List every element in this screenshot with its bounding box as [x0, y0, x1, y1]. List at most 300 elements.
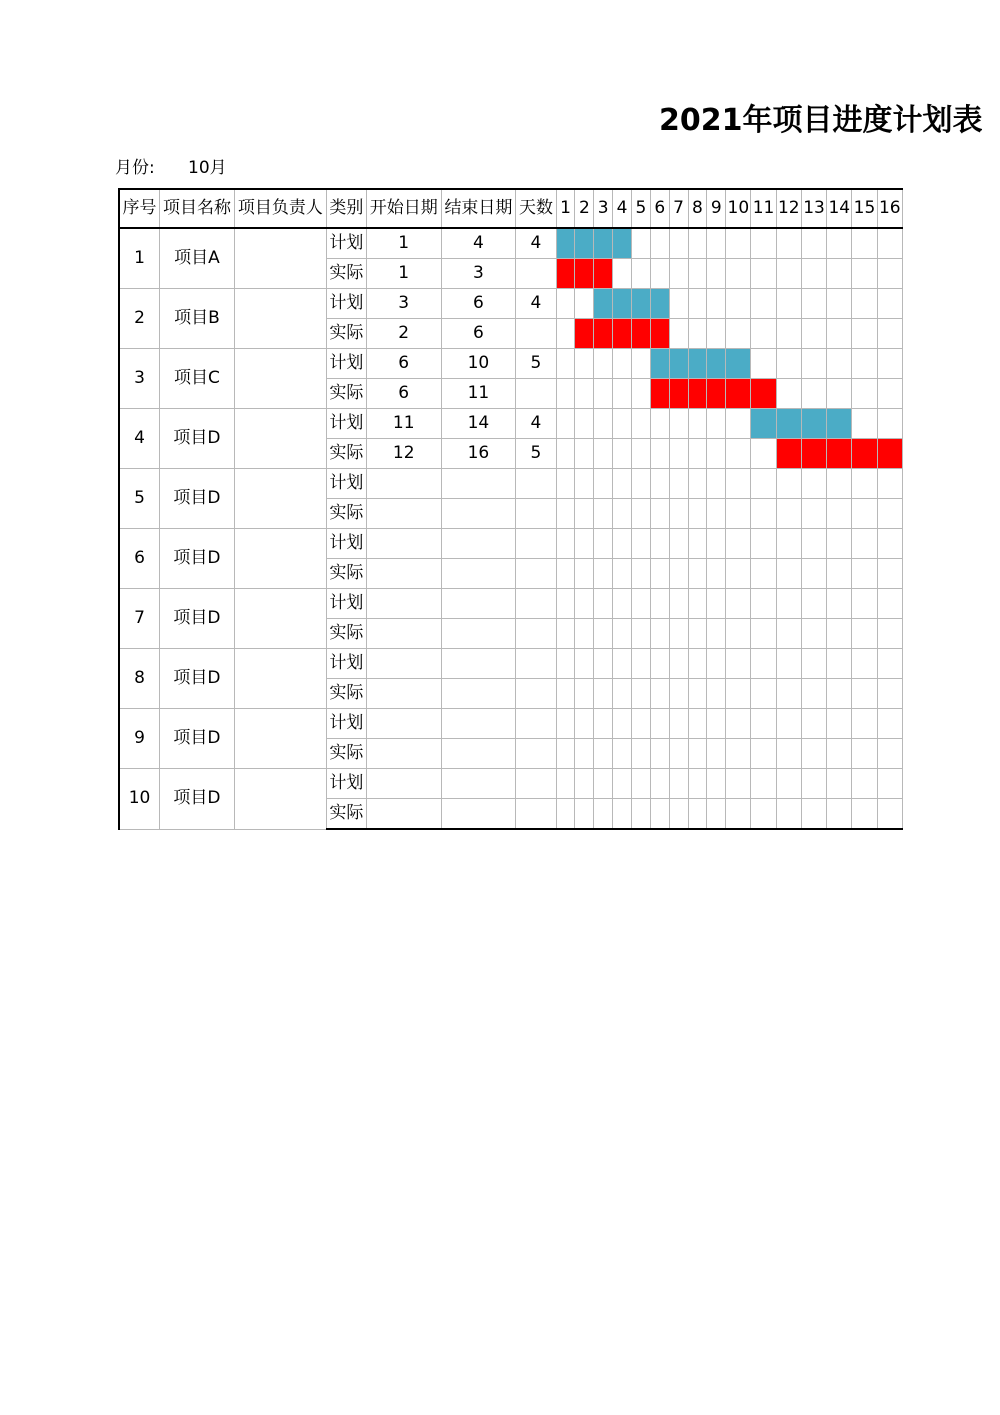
actual-bar-cell	[631, 319, 650, 349]
day-cell	[877, 259, 902, 289]
day-cell	[556, 319, 575, 349]
actual-start-cell: 2	[366, 319, 441, 349]
day-cell	[751, 559, 776, 589]
day-cell	[594, 619, 613, 649]
plan-bar-cell	[594, 228, 613, 259]
actual-days-cell: 5	[516, 439, 556, 469]
day-cell	[852, 619, 877, 649]
actual-end-cell: 11	[441, 379, 516, 409]
project-index: 8	[119, 649, 160, 709]
day-cell	[688, 559, 707, 589]
day-cell	[726, 319, 751, 349]
project-row-plan	[119, 769, 903, 799]
type-cell-actual: 实际	[326, 379, 366, 409]
day-cell	[877, 649, 902, 679]
day-cell	[751, 739, 776, 769]
day-cell	[877, 709, 902, 739]
day-cell	[707, 559, 726, 589]
actual-start-cell: 6	[366, 379, 441, 409]
project-owner	[234, 589, 326, 649]
day-cell	[751, 529, 776, 559]
day-cell	[827, 469, 852, 499]
header-day: 9	[707, 189, 726, 228]
day-cell	[707, 649, 726, 679]
project-owner	[234, 409, 326, 469]
day-cell	[575, 559, 594, 589]
day-cell	[613, 529, 632, 559]
day-cell	[751, 679, 776, 709]
type-cell-actual: 实际	[326, 439, 366, 469]
day-cell	[801, 349, 826, 379]
header-day: 11	[751, 189, 776, 228]
day-cell	[631, 739, 650, 769]
project-owner	[234, 769, 326, 830]
plan-bar-cell	[594, 289, 613, 319]
plan-days-cell	[516, 589, 556, 619]
day-cell	[801, 799, 826, 830]
day-cell	[726, 409, 751, 439]
day-cell	[707, 769, 726, 799]
day-cell	[726, 499, 751, 529]
day-cell	[827, 679, 852, 709]
plan-start-cell	[366, 709, 441, 739]
actual-bar-cell	[556, 259, 575, 289]
day-cell	[613, 739, 632, 769]
header-row	[119, 189, 903, 228]
day-cell	[776, 469, 801, 499]
day-cell	[556, 619, 575, 649]
plan-bar-cell	[613, 228, 632, 259]
actual-days-cell	[516, 679, 556, 709]
actual-days-cell	[516, 319, 556, 349]
day-cell	[575, 619, 594, 649]
header-index: 序号	[119, 189, 160, 228]
day-cell	[613, 559, 632, 589]
day-cell	[575, 769, 594, 799]
day-cell	[707, 679, 726, 709]
actual-days-cell	[516, 739, 556, 769]
day-cell	[707, 499, 726, 529]
day-cell	[613, 349, 632, 379]
day-cell	[707, 739, 726, 769]
day-cell	[827, 259, 852, 289]
header-owner: 项目负责人	[234, 189, 326, 228]
type-cell-plan: 计划	[326, 649, 366, 679]
page-title: 2021年项目进度计划表	[659, 103, 983, 138]
day-cell	[776, 228, 801, 259]
project-name: 项目A	[160, 228, 235, 289]
actual-end-cell: 16	[441, 439, 516, 469]
day-cell	[613, 589, 632, 619]
header-day: 8	[688, 189, 707, 228]
project-index: 5	[119, 469, 160, 529]
day-cell	[751, 439, 776, 469]
day-cell	[688, 289, 707, 319]
day-cell	[751, 619, 776, 649]
actual-start-cell	[366, 739, 441, 769]
day-cell	[594, 769, 613, 799]
day-cell	[650, 649, 669, 679]
day-cell	[852, 499, 877, 529]
day-cell	[613, 769, 632, 799]
actual-bar-cell	[801, 439, 826, 469]
day-cell	[575, 739, 594, 769]
header-day: 12	[776, 189, 801, 228]
type-cell-actual: 实际	[326, 739, 366, 769]
plan-start-cell	[366, 469, 441, 499]
day-cell	[827, 349, 852, 379]
day-cell	[556, 409, 575, 439]
day-cell	[631, 769, 650, 799]
actual-bar-cell	[650, 379, 669, 409]
gantt-body	[119, 228, 903, 829]
day-cell	[631, 679, 650, 709]
plan-bar-cell	[707, 349, 726, 379]
actual-bar-cell	[613, 319, 632, 349]
day-cell	[877, 559, 902, 589]
day-cell	[827, 228, 852, 259]
day-cell	[776, 349, 801, 379]
header-day: 15	[852, 189, 877, 228]
day-cell	[751, 469, 776, 499]
actual-bar-cell	[594, 259, 613, 289]
plan-end-cell	[441, 769, 516, 799]
project-owner	[234, 469, 326, 529]
plan-bar-cell	[556, 228, 575, 259]
day-cell	[877, 289, 902, 319]
day-cell	[726, 439, 751, 469]
day-cell	[827, 529, 852, 559]
day-cell	[751, 799, 776, 830]
plan-end-cell	[441, 649, 516, 679]
project-index: 7	[119, 589, 160, 649]
day-cell	[751, 769, 776, 799]
actual-bar-cell	[575, 259, 594, 289]
day-cell	[613, 679, 632, 709]
plan-bar-cell	[650, 349, 669, 379]
day-cell	[631, 529, 650, 559]
day-cell	[575, 709, 594, 739]
header-name: 项目名称	[160, 189, 235, 228]
day-cell	[852, 409, 877, 439]
plan-end-cell	[441, 589, 516, 619]
project-owner	[234, 529, 326, 589]
project-name: 项目D	[160, 649, 235, 709]
header-type: 类别	[326, 189, 366, 228]
plan-bar-cell	[613, 289, 632, 319]
day-cell	[877, 228, 902, 259]
gantt-grid-viewport	[118, 188, 903, 824]
day-cell	[669, 679, 688, 709]
day-cell	[650, 769, 669, 799]
plan-bar-cell	[801, 409, 826, 439]
day-cell	[827, 619, 852, 649]
header-day: 3	[594, 189, 613, 228]
day-cell	[594, 529, 613, 559]
month-value: 10月	[188, 158, 227, 178]
day-cell	[650, 619, 669, 649]
day-cell	[877, 319, 902, 349]
day-cell	[776, 379, 801, 409]
day-cell	[776, 799, 801, 830]
day-cell	[827, 319, 852, 349]
day-cell	[631, 709, 650, 739]
day-cell	[751, 349, 776, 379]
plan-days-cell: 4	[516, 289, 556, 319]
project-index: 3	[119, 349, 160, 409]
type-cell-plan: 计划	[326, 529, 366, 559]
day-cell	[575, 469, 594, 499]
project-owner	[234, 349, 326, 409]
day-cell	[688, 499, 707, 529]
day-cell	[688, 259, 707, 289]
header-day: 2	[575, 189, 594, 228]
day-cell	[877, 679, 902, 709]
day-cell	[827, 379, 852, 409]
plan-bar-cell	[688, 349, 707, 379]
day-cell	[726, 469, 751, 499]
day-cell	[613, 499, 632, 529]
day-cell	[594, 499, 613, 529]
day-cell	[827, 589, 852, 619]
day-cell	[707, 259, 726, 289]
plan-start-cell: 3	[366, 289, 441, 319]
day-cell	[801, 769, 826, 799]
day-cell	[613, 259, 632, 289]
day-cell	[801, 739, 826, 769]
day-cell	[669, 259, 688, 289]
plan-bar-cell	[776, 409, 801, 439]
header-day: 6	[650, 189, 669, 228]
day-cell	[776, 499, 801, 529]
day-cell	[726, 769, 751, 799]
day-cell	[751, 319, 776, 349]
actual-start-cell	[366, 619, 441, 649]
type-cell-plan: 计划	[326, 228, 366, 259]
day-cell	[688, 769, 707, 799]
day-cell	[631, 649, 650, 679]
day-cell	[827, 559, 852, 589]
day-cell	[801, 559, 826, 589]
actual-bar-cell	[707, 379, 726, 409]
day-cell	[688, 589, 707, 619]
day-cell	[594, 679, 613, 709]
type-cell-plan: 计划	[326, 709, 366, 739]
day-cell	[631, 799, 650, 830]
day-cell	[726, 228, 751, 259]
day-cell	[556, 799, 575, 830]
actual-bar-cell	[827, 439, 852, 469]
header-end: 结束日期	[441, 189, 516, 228]
day-cell	[613, 649, 632, 679]
header-day: 4	[613, 189, 632, 228]
day-cell	[776, 619, 801, 649]
day-cell	[776, 529, 801, 559]
day-cell	[707, 439, 726, 469]
day-cell	[877, 409, 902, 439]
plan-start-cell: 6	[366, 349, 441, 379]
day-cell	[877, 529, 902, 559]
day-cell	[650, 799, 669, 830]
day-cell	[594, 649, 613, 679]
day-cell	[827, 739, 852, 769]
day-cell	[801, 469, 826, 499]
day-cell	[575, 799, 594, 830]
day-cell	[801, 529, 826, 559]
day-cell	[650, 228, 669, 259]
day-cell	[613, 439, 632, 469]
day-cell	[751, 289, 776, 319]
day-cell	[751, 499, 776, 529]
plan-days-cell	[516, 529, 556, 559]
day-cell	[613, 469, 632, 499]
actual-start-cell	[366, 679, 441, 709]
day-cell	[852, 589, 877, 619]
actual-end-cell	[441, 799, 516, 830]
type-cell-plan: 计划	[326, 589, 366, 619]
plan-end-cell	[441, 709, 516, 739]
day-cell	[594, 739, 613, 769]
day-cell	[801, 709, 826, 739]
actual-days-cell	[516, 799, 556, 830]
actual-days-cell	[516, 499, 556, 529]
day-cell	[751, 589, 776, 619]
day-cell	[707, 709, 726, 739]
day-cell	[688, 409, 707, 439]
day-cell	[650, 499, 669, 529]
day-cell	[852, 649, 877, 679]
day-cell	[556, 439, 575, 469]
day-cell	[688, 529, 707, 559]
project-row-plan	[119, 228, 903, 259]
day-cell	[776, 259, 801, 289]
day-cell	[751, 649, 776, 679]
day-cell	[556, 739, 575, 769]
day-cell	[801, 259, 826, 289]
day-cell	[827, 289, 852, 319]
day-cell	[776, 709, 801, 739]
day-cell	[575, 679, 594, 709]
day-cell	[852, 799, 877, 830]
day-cell	[852, 228, 877, 259]
title-clip	[0, 98, 983, 144]
header-days: 天数	[516, 189, 556, 228]
plan-bar-cell	[669, 349, 688, 379]
day-cell	[650, 439, 669, 469]
day-cell	[801, 619, 826, 649]
day-cell	[631, 499, 650, 529]
day-cell	[688, 799, 707, 830]
project-owner	[234, 709, 326, 769]
day-cell	[575, 529, 594, 559]
day-cell	[613, 709, 632, 739]
project-name: 项目D	[160, 769, 235, 830]
day-cell	[650, 559, 669, 589]
project-row-plan	[119, 529, 903, 559]
actual-end-cell	[441, 619, 516, 649]
day-cell	[776, 289, 801, 319]
day-cell	[877, 739, 902, 769]
day-cell	[650, 589, 669, 619]
plan-bar-cell	[726, 349, 751, 379]
day-cell	[556, 499, 575, 529]
day-cell	[852, 559, 877, 589]
plan-start-cell	[366, 649, 441, 679]
day-cell	[594, 709, 613, 739]
actual-bar-cell	[877, 439, 902, 469]
day-cell	[575, 349, 594, 379]
day-cell	[751, 259, 776, 289]
plan-days-cell	[516, 469, 556, 499]
day-cell	[877, 499, 902, 529]
day-cell	[776, 589, 801, 619]
day-cell	[631, 228, 650, 259]
day-cell	[801, 319, 826, 349]
actual-bar-cell	[575, 319, 594, 349]
day-cell	[726, 259, 751, 289]
day-cell	[556, 529, 575, 559]
month-label: 月份:	[115, 158, 155, 178]
plan-end-cell: 14	[441, 409, 516, 439]
day-cell	[556, 709, 575, 739]
project-name: 项目D	[160, 709, 235, 769]
day-cell	[631, 589, 650, 619]
day-cell	[726, 559, 751, 589]
day-cell	[556, 289, 575, 319]
type-cell-actual: 实际	[326, 499, 366, 529]
day-cell	[575, 499, 594, 529]
project-index: 2	[119, 289, 160, 349]
type-cell-plan: 计划	[326, 469, 366, 499]
project-row-plan	[119, 289, 903, 319]
actual-start-cell: 1	[366, 259, 441, 289]
day-cell	[852, 259, 877, 289]
actual-start-cell: 12	[366, 439, 441, 469]
type-cell-plan: 计划	[326, 349, 366, 379]
day-cell	[707, 799, 726, 830]
actual-end-cell	[441, 739, 516, 769]
project-name: 项目D	[160, 409, 235, 469]
actual-start-cell	[366, 559, 441, 589]
day-cell	[852, 739, 877, 769]
actual-bar-cell	[669, 379, 688, 409]
header-day: 14	[827, 189, 852, 228]
day-cell	[556, 349, 575, 379]
actual-bar-cell	[594, 319, 613, 349]
day-cell	[556, 559, 575, 589]
day-cell	[688, 469, 707, 499]
day-cell	[650, 679, 669, 709]
day-cell	[726, 589, 751, 619]
day-cell	[669, 469, 688, 499]
day-cell	[801, 679, 826, 709]
actual-bar-cell	[852, 439, 877, 469]
day-cell	[669, 499, 688, 529]
plan-bar-cell	[827, 409, 852, 439]
actual-end-cell	[441, 679, 516, 709]
day-cell	[776, 739, 801, 769]
actual-bar-cell	[688, 379, 707, 409]
type-cell-plan: 计划	[326, 769, 366, 799]
day-cell	[613, 619, 632, 649]
project-index: 4	[119, 409, 160, 469]
plan-days-cell: 5	[516, 349, 556, 379]
project-row-plan	[119, 349, 903, 379]
actual-bar-cell	[751, 379, 776, 409]
day-cell	[575, 409, 594, 439]
day-cell	[852, 769, 877, 799]
day-cell	[631, 349, 650, 379]
